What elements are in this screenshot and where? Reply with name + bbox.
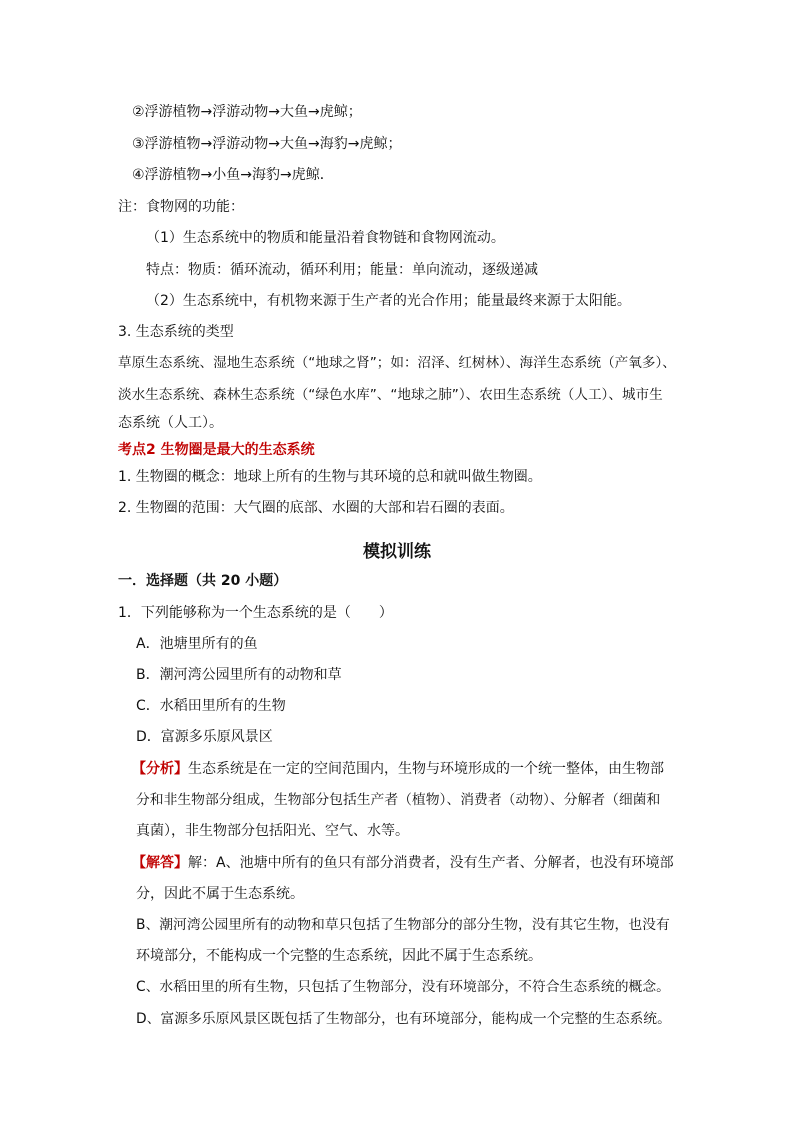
analysis-line-3: 真菌），非生物部分包括阳光、空气、水等。 xyxy=(136,823,409,839)
analysis-text-1: 生态系统是在一定的空间范围内，生物与环境形成的一个统一整体，由生物部 xyxy=(188,761,664,777)
option-a: A．池塘里所有的鱼 xyxy=(136,636,258,652)
option-c: C．水稻田里所有的生物 xyxy=(136,698,286,714)
option-b: B．潮河湾公园里所有的动物和草 xyxy=(136,667,342,683)
answer-tag: 【解答】 xyxy=(132,855,188,871)
part-title: 一．选择题（共 20 小题） xyxy=(118,573,288,589)
ecosystem-types-line-2: 淡水生态系统、森林生态系统（“绿色水库”、“地球之肺”）、农田生态系统（人工）、城市生 xyxy=(118,387,663,403)
analysis-tag: 【分析】 xyxy=(132,761,188,777)
ecosystem-types-line-3: 态系统（人工）。 xyxy=(118,415,223,431)
answer-line-5: C、水稻田里的所有生物，只包括了生物部分，没有环境部分，不符合生态系统的概念。 xyxy=(136,979,670,995)
note-point-2: （2）生态系统中，有机物来源于生产者的光合作用；能量最终来源于太阳能。 xyxy=(146,293,631,309)
biosphere-concept: 1. 生物圈的概念：地球上所有的生物与其环境的总和就叫做生物圈。 xyxy=(118,469,542,485)
answer-line-4: 环境部分，不能构成一个完整的生态系统，因此不属于生态系统。 xyxy=(136,948,542,964)
kaodian-2-heading: 考点2 生物圈是最大的生态系统 xyxy=(118,442,315,458)
question-1: 1．下列能够称为一个生态系统的是（ ） xyxy=(118,605,393,621)
answer-text-1: 解：A、池塘中所有的鱼只有部分消费者，没有生产者、分解者，也没有环境部 xyxy=(188,855,674,871)
note-point-1: （1）生态系统中的物质和能量沿着食物链和食物网流动。 xyxy=(146,230,505,246)
analysis-line-1 xyxy=(132,759,664,779)
training-title: 模拟训练 xyxy=(363,542,431,562)
answer-line-1 xyxy=(132,853,674,873)
answer-line-6: D、富源多乐原风景区既包括了生物部分，也有环境部分，能构成一个完整的生态系统。 xyxy=(136,1011,671,1027)
biosphere-range: 2. 生物圈的范围：大气圈的底部、水圈的大部和岩石圈的表面。 xyxy=(118,500,514,516)
option-d: D．富源多乐原风景区 xyxy=(136,729,273,745)
ecosystem-types-line-1: 草原生态系统、湿地生态系统（“地球之肾”；如：沼泽、红树林）、海洋生态系统（产氧多）、 xyxy=(118,355,676,371)
food-chain-3: ③浮游植物→浮游动物→大鱼→海豹→虎鲸； xyxy=(132,136,402,152)
analysis-line-2: 分和非生物部分组成，生物部分包括生产者（植物）、消费者（动物）、分解者（细菌和 xyxy=(136,792,661,808)
answer-line-3: B、潮河湾公园里所有的动物和草只包括了生物部分的部分生物，没有其它生物，也没有 xyxy=(136,917,670,933)
section-3-title: 3. 生态系统的类型 xyxy=(118,324,234,340)
answer-line-2: 分，因此不属于生态系统。 xyxy=(136,886,304,902)
food-chain-2: ②浮游植物→浮游动物→大鱼→虎鲸； xyxy=(132,104,362,120)
food-chain-4: ④浮游植物→小鱼→海豹→虎鲸． xyxy=(132,167,334,183)
note-title: 注：食物网的功能： xyxy=(118,199,244,215)
note-feature: 特点：物质：循环流动，循环利用；能量：单向流动，逐级递减 xyxy=(146,262,538,278)
